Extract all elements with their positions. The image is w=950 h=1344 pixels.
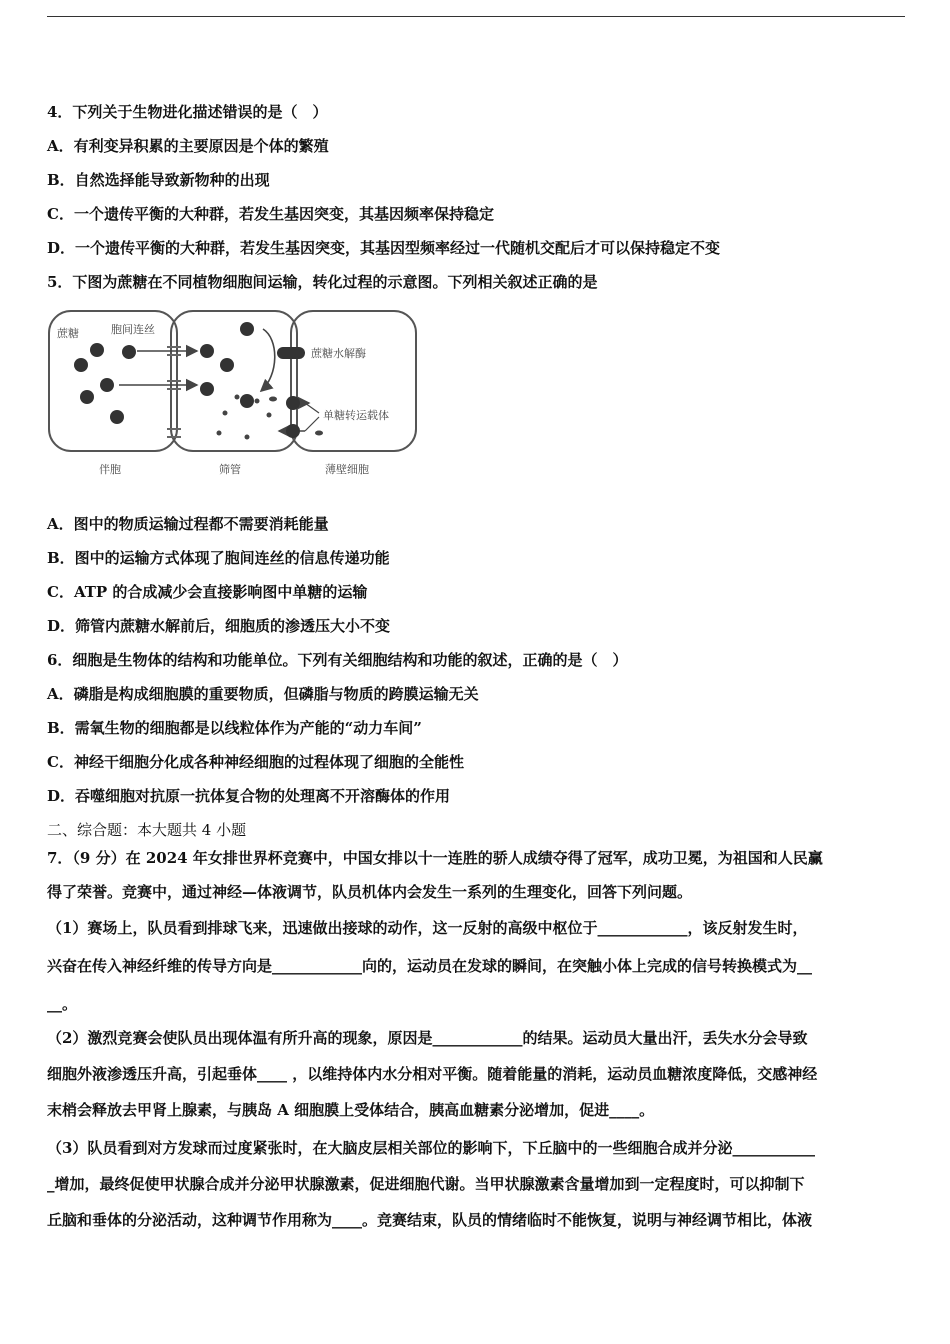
q5-option-d: D．筛管内蔗糖水解前后，细胞质的渗透压大小不变 (47, 617, 391, 635)
label-sieve-tube: 筛管 (219, 463, 241, 476)
label-plasmodesmata: 胞间连丝 (111, 323, 155, 336)
q7-line-7: 细胞外液渗透压升高，引起垂体____ ，以维持体内水分相对平衡。随着能量的消耗，运动员血糖浓度降低，交感神经 (47, 1065, 818, 1083)
label-transporter: 单糖转运载体 (323, 409, 389, 422)
label-invertase: 蔗糖水解酶 (311, 347, 366, 360)
q7-line-4: 兴奋在传入神经纤维的传导方向是____________向的，运动员在发球的瞬间，在突触小体上完成的信号转换模式为__ (47, 957, 813, 975)
q6-option-d: D．吞噬细胞对抗原一抗体复合物的处理离不开溶酶体的作用 (47, 787, 451, 805)
q5-stem: 5．下图为蔗糖在不同植物细胞间运输，转化过程的示意图。下列相关叙述正确的是 (47, 273, 598, 291)
q5-option-a: A．图中的物质运输过程都不需要消耗能量 (47, 515, 329, 533)
header-rule (47, 16, 905, 17)
q7-line-3: （1）赛场上，队员看到排球飞来，迅速做出接球的动作，这一反射的高级中枢位于____________，该反射发生时， (47, 919, 808, 937)
monosaccharides (217, 395, 324, 440)
q6-option-b: B．需氧生物的细胞都是以线粒体作为产能的“动力车间” (47, 719, 422, 737)
sucrose-transport-diagram (47, 305, 419, 483)
q6-option-a: A．磷脂是构成细胞膜的重要物质，但磷脂与物质的跨膜运输无关 (47, 685, 479, 703)
q7-line-1: 7．（9 分）在 2024 年女排世界杯竞赛中，中国女排以十一连胜的骄人成绩夺得了冠军，成功卫冕，为祖国和人民赢 (47, 849, 823, 867)
q6-stem: 6．细胞是生物体的结构和功能单位。下列有关细胞结构和功能的叙述，正确的是（ ） (47, 651, 628, 669)
invertase-enzyme (277, 347, 305, 359)
q4-stem: 4．下列关于生物进化描述错误的是（ ） (47, 103, 328, 121)
q7-line-9: （3）队员看到对方发球而过度紧张时，在大脑皮层相关部位的影响下，下丘脑中的一些细胞合成并分泌___________ (47, 1139, 815, 1157)
parenchyma-cell (291, 311, 416, 451)
q4-option-c: C．一个遗传平衡的大种群，若发生基因突变，其基因频率保持稳定 (47, 205, 494, 223)
sucrose-molecules (74, 322, 254, 424)
q7-line-6: （2）激烈竞赛会使队员出现体温有所升高的现象，原因是____________的结果。运动员大量出汗，丢失水分会导致 (47, 1029, 808, 1047)
transporter-pointers (305, 403, 319, 431)
q4-option-a: A．有利变异积累的主要原因是个体的繁殖 (47, 137, 329, 155)
q7-line-10: _增加，最终促使甲状腺合成并分泌甲状腺激素，促进细胞代谢。当甲状腺激素含量增加到一定程度时，可以抑制下 (47, 1175, 805, 1193)
q4-option-d: D．一个遗传平衡的大种群，若发生基因突变，其基因型频率经过一代随机交配后才可以保持稳定不变 (47, 239, 721, 257)
plasmodesmata-channels (167, 347, 181, 437)
q7-line-8: 末梢会释放去甲肾上腺素，与胰岛 A 细胞膜上受体结合，胰高血糖素分泌增加，促进____。 (47, 1101, 655, 1119)
q5-option-b: B．图中的运输方式体现了胞间连丝的信息传递功能 (47, 549, 390, 567)
transport-arrows (119, 329, 309, 431)
label-parenchyma-cell: 薄壁细胞 (325, 463, 369, 476)
label-companion-cell: 伴胞 (99, 463, 121, 476)
q7-line-11: 丘脑和垂体的分泌活动，这种调节作用称为____。竞赛结束，队员的情绪临时不能恢复，说明与神经调节相比，体液 (47, 1211, 813, 1229)
q7-line-2: 得了荣誉。竞赛中，通过神经—体液调节，队员机体内会发生一系列的生理变化，回答下列问题。 (47, 883, 693, 901)
q5-option-c: C．ATP 的合成减少会直接影响图中单糖的运输 (47, 583, 368, 601)
q7-line-5: __。 (47, 995, 78, 1013)
section2-title: 二、综合题：本大题共 4 小题 (47, 821, 247, 839)
sieve-tube (171, 311, 297, 451)
q4-option-b: B．自然选择能导致新物种的出现 (47, 171, 270, 189)
label-sucrose: 蔗糖 (57, 327, 79, 340)
q6-option-c: C．神经干细胞分化成各种神经细胞的过程体现了细胞的全能性 (47, 753, 464, 771)
